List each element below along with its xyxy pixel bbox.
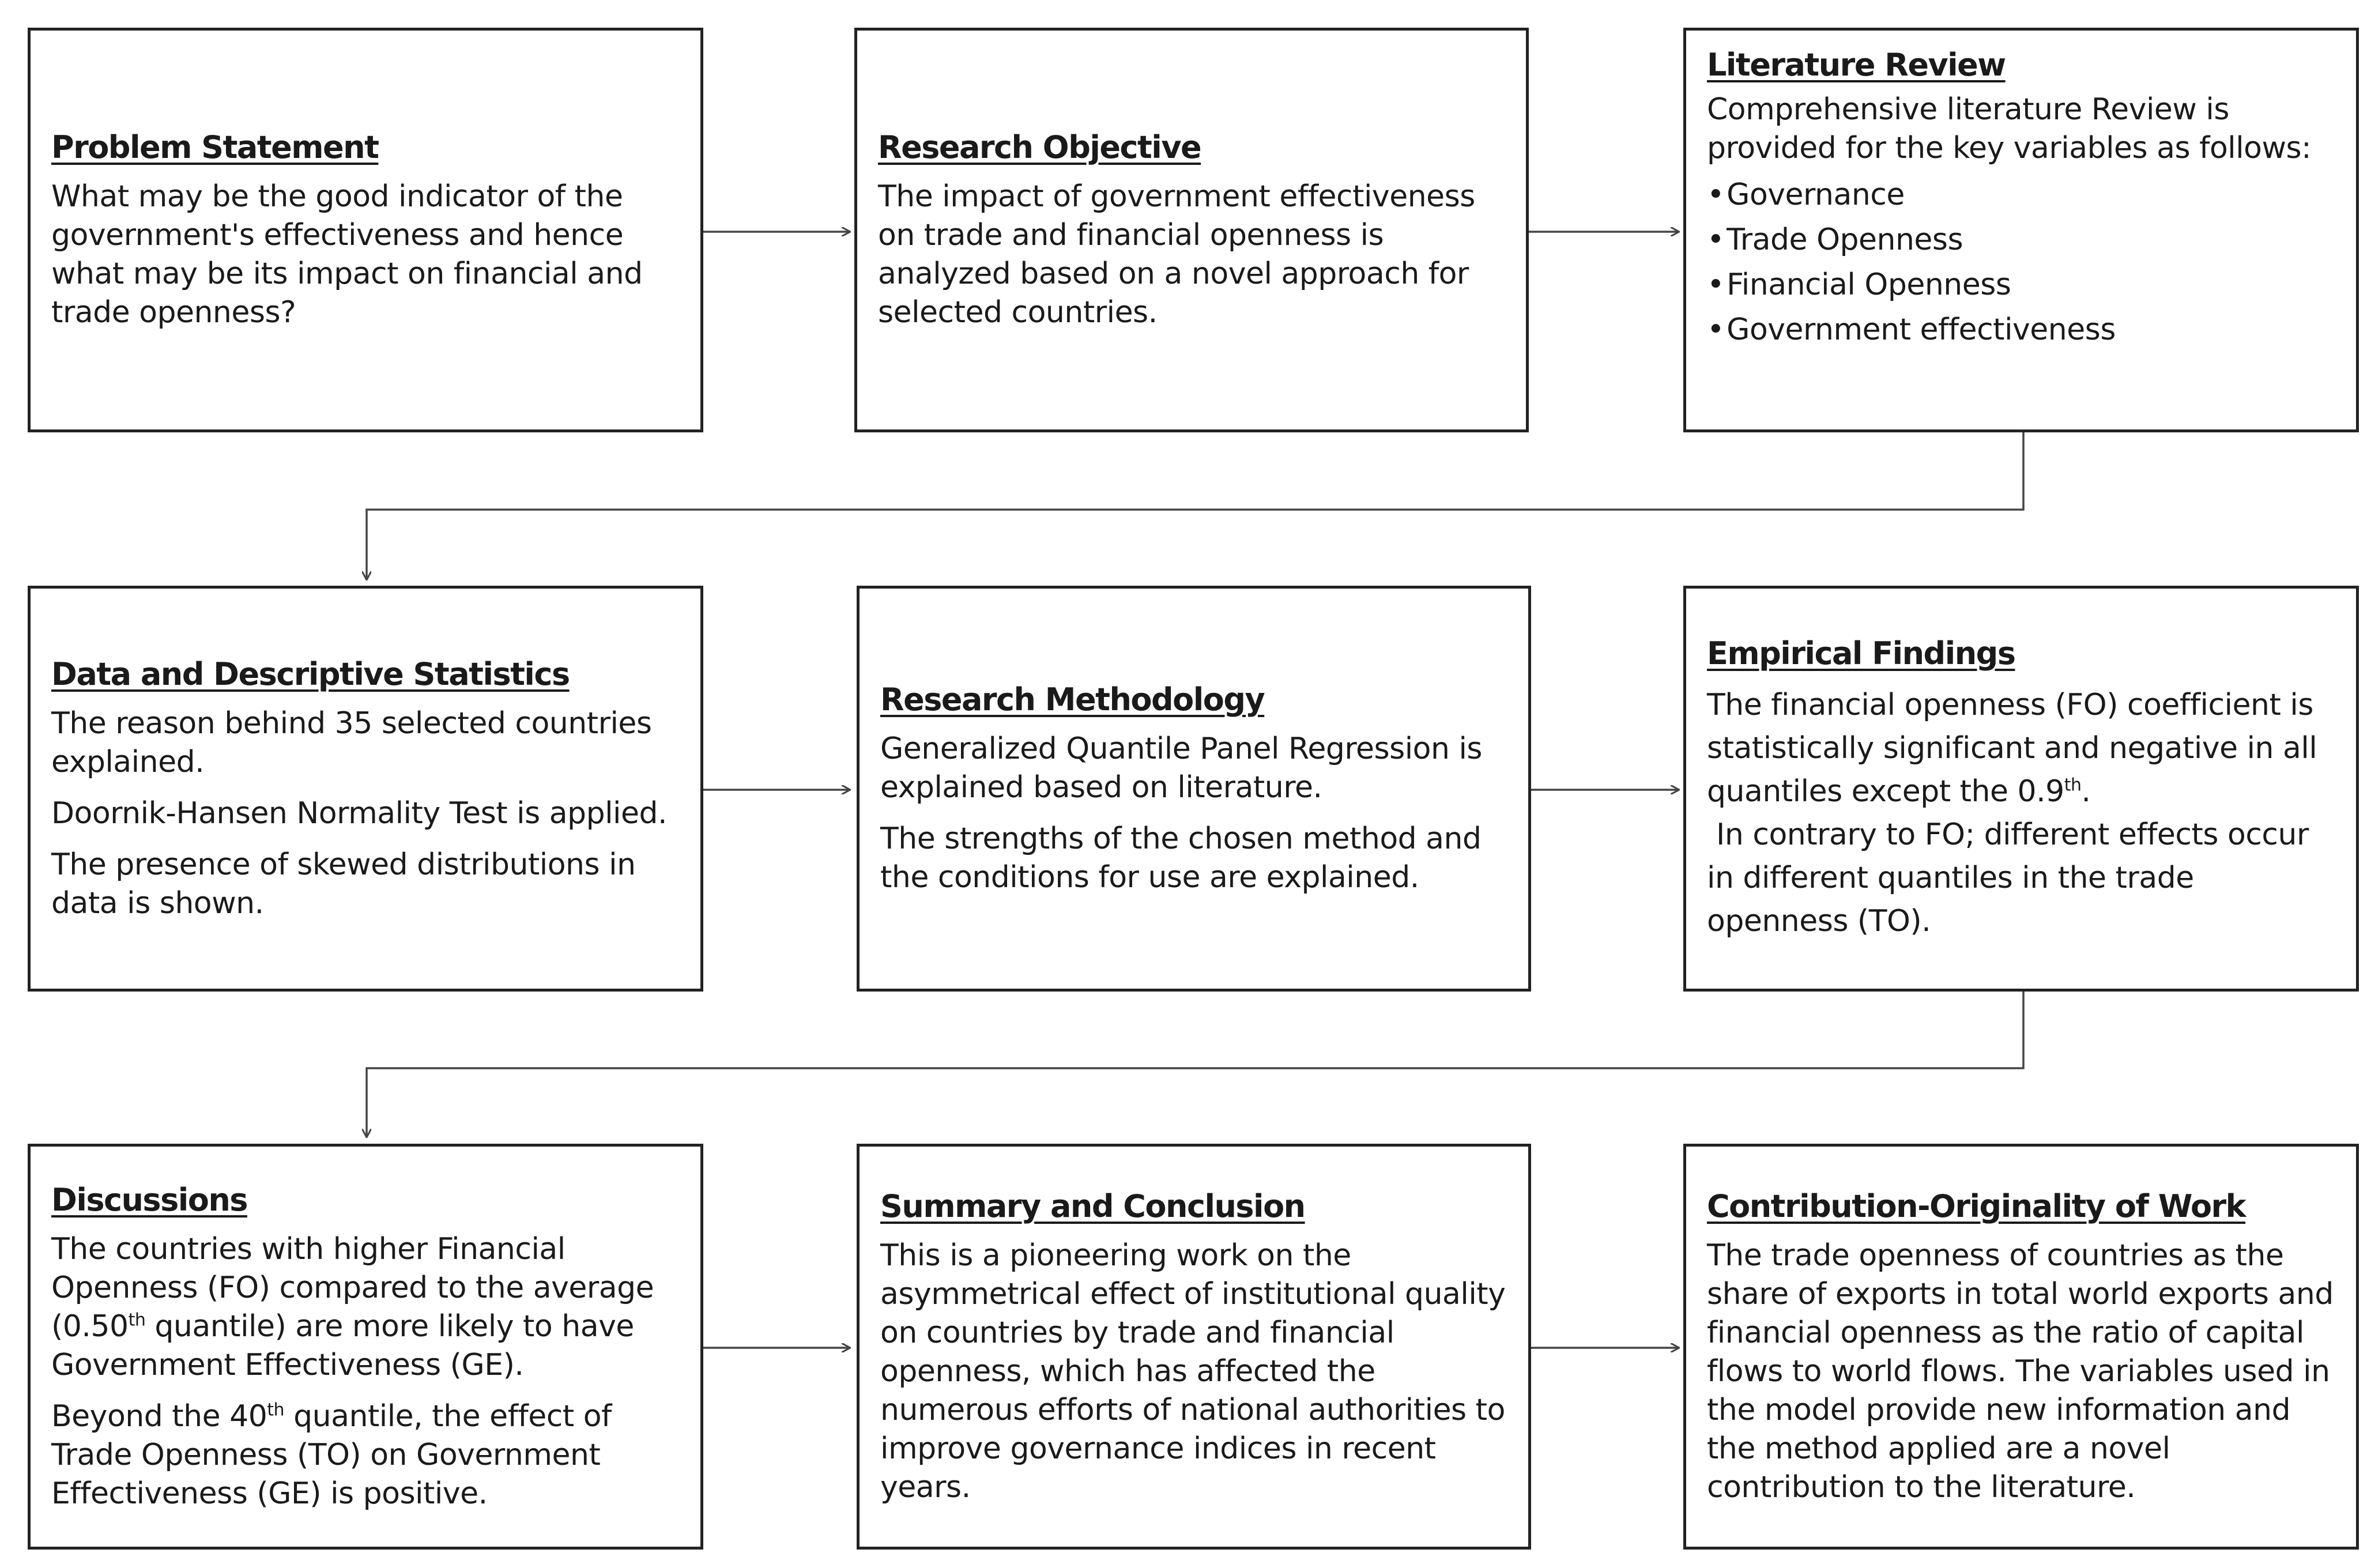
ordinal-suffix: th bbox=[267, 1400, 285, 1420]
box-contribution-originality bbox=[1683, 1144, 2359, 1550]
box-paragraph bbox=[51, 1397, 680, 1513]
box-paragraph: The presence of skewed distributions in data is shown. bbox=[51, 847, 636, 921]
box-paragraph: In contrary to FO; different effects occur in different quantiles in the trade openness (TO). bbox=[1707, 817, 2318, 938]
box-paragraph: Doornik-Hansen Normality Test is applied. bbox=[51, 796, 667, 831]
connector-literature-to-data bbox=[367, 431, 2023, 579]
ordinal-suffix: th bbox=[128, 1310, 146, 1330]
box-title: Research Objective bbox=[878, 129, 1201, 165]
list-item: • Financial Openness bbox=[1707, 262, 2335, 307]
list-item: • Government effectiveness bbox=[1707, 307, 2335, 352]
box-title: Literature Review bbox=[1707, 47, 2006, 83]
paragraph-text: The financial openness (FO) coefficient is statistically significant and negative in all quantiles except the 0.9 bbox=[1707, 688, 2317, 809]
box-discussions bbox=[28, 1144, 703, 1550]
box-data-descriptive-statistics bbox=[28, 586, 703, 992]
paragraph-text: quantile, the effect of Trade Openness (TO) on Government Effectiveness (GE) is positive. bbox=[51, 1399, 612, 1511]
box-literature-review bbox=[1683, 28, 2359, 432]
box-title: Empirical Findings bbox=[1707, 635, 2015, 672]
box-title: Research Methodology bbox=[880, 681, 1265, 718]
box-paragraph: The trade openness of countries as the share of exports in total world exports and financial openness as the ratio of capital flows to world flows. The variables used in the model provide new information and the method applied are a novel contribution to the literature. bbox=[1707, 1238, 2334, 1505]
box-empirical-findings bbox=[1683, 586, 2359, 992]
paragraph-text: Beyond the 40 bbox=[51, 1399, 267, 1434]
box-title: Data and Descriptive Statistics bbox=[51, 655, 570, 692]
box-title: Problem Statement bbox=[51, 129, 379, 165]
paragraph-text: . bbox=[2081, 774, 2091, 809]
box-research-methodology bbox=[857, 586, 1531, 992]
box-title: Contribution-Originality of Work bbox=[1707, 1188, 2246, 1224]
box-paragraph: The reason behind 35 selected countries explained. bbox=[51, 706, 652, 779]
list-item: • Trade Openness bbox=[1707, 217, 2335, 262]
paragraph-text: quantile) are more likely to have Government Effectiveness (GE). bbox=[51, 1309, 634, 1382]
box-paragraph: Comprehensive literature Review is provided for the key variables as follows: bbox=[1707, 92, 2312, 165]
box-summary-conclusion bbox=[857, 1144, 1531, 1550]
box-paragraph: This is a pioneering work on the asymmetrical effect of institutional quality on countries by trade and financial openness, which has affected the numerous efforts of national authorities to improve governance indices in recent years. bbox=[880, 1238, 1506, 1505]
box-title: Summary and Conclusion bbox=[880, 1188, 1305, 1224]
connector-findings-to-discussions bbox=[367, 990, 2023, 1137]
box-title: Discussions bbox=[51, 1181, 247, 1218]
box-paragraph bbox=[51, 1230, 680, 1385]
box-problem-statement bbox=[28, 28, 703, 432]
variable-list bbox=[1707, 172, 2335, 352]
paragraph-text: The countries with higher Financial Openness (FO) compared to the average (0.50 bbox=[51, 1231, 654, 1344]
box-paragraph bbox=[1707, 684, 2335, 813]
list-item: • Governance bbox=[1707, 172, 2335, 217]
box-paragraph: The strengths of the chosen method and the conditions for use are explained. bbox=[880, 821, 1482, 895]
ordinal-suffix: th bbox=[2064, 775, 2082, 796]
box-research-objective bbox=[854, 28, 1529, 432]
box-paragraph: The impact of government effectiveness on trade and financial openness is analyzed based on a novel approach for selected countries. bbox=[878, 179, 1475, 330]
box-paragraph: Generalized Quantile Panel Regression is explained based on literature. bbox=[880, 732, 1483, 805]
box-paragraph: What may be the good indicator of the government's effectiveness and hence what may be its impact on financial and trade openness? bbox=[51, 179, 643, 330]
